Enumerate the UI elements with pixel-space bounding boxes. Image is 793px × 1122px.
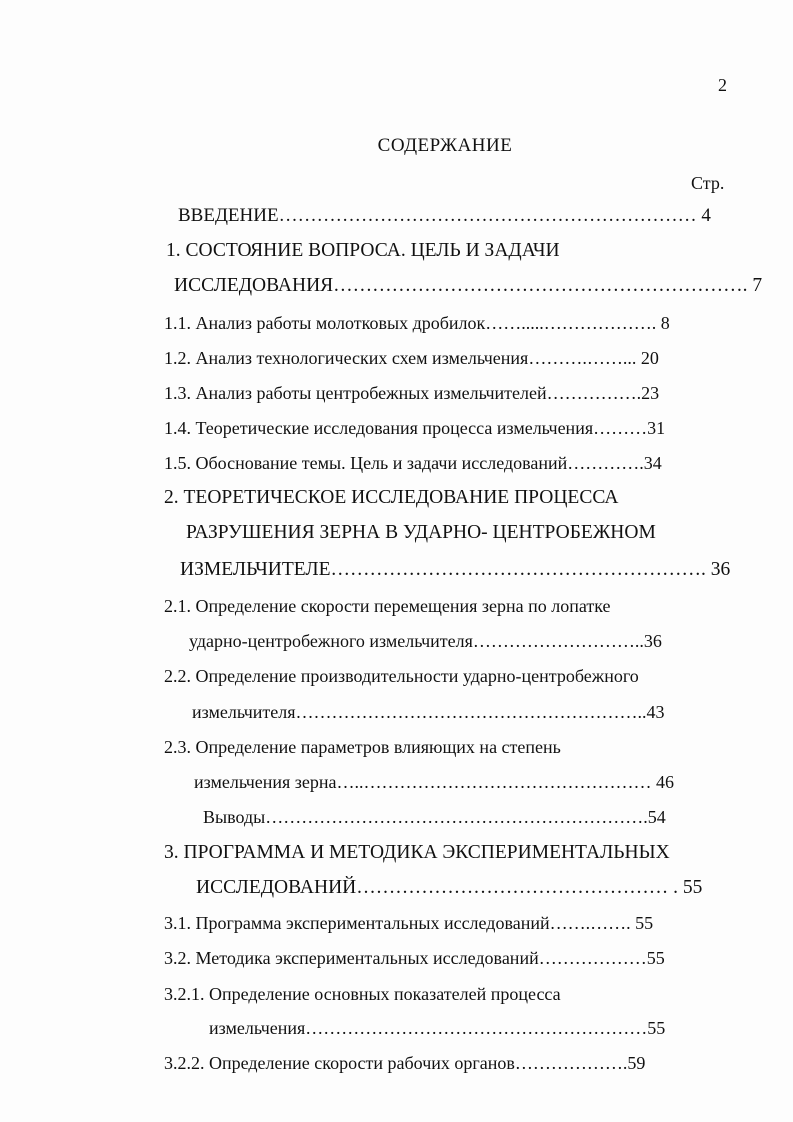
toc-entry: измельчения зерна…..………………………………………… 46 [194,772,674,792]
toc-entry: РАЗРУШЕНИЯ ЗЕРНА В УДАРНО- ЦЕНТРОБЕЖНОМ [186,522,656,543]
toc-entry: 1. СОСТОЯНИЕ ВОПРОСА. ЦЕЛЬ И ЗАДАЧИ [166,240,560,261]
toc-entry: 2.1. Определение скорости перемещения зерна по лопатке [164,596,611,616]
toc-entry: 1.2. Анализ технологических схем измельчения……….……... 20 [164,348,659,368]
page-title: СОДЕРЖАНИЕ [377,135,513,156]
toc-entry: 3.1. Программа экспериментальных исследований…….……. 55 [164,913,654,933]
toc-entry: ИССЛЕДОВАНИЯ………………………………………………………. 7 [174,275,763,296]
toc-entry: 3.2. Методика экспериментальных исследований………………55 [164,948,665,968]
toc-entry: 2.3. Определение параметров влияющих на степень [164,737,561,757]
toc-entry: 2.2. Определение производительности ударно-центробежного [164,666,639,686]
page-column-label: Стр. [691,173,725,193]
toc-entry: ударно-центробежного измельчителя………………………..36 [189,631,662,651]
toc-entry: измельчителя…………………………………………………..43 [192,702,665,722]
toc-entry: ИЗМЕЛЬЧИТЕЛЕ…………………………………………………. 36 [180,559,731,580]
toc-entry: ИССЛЕДОВАНИЙ………………………………………… . 55 [196,877,703,898]
toc-entry: ВВЕДЕНИЕ………………………………………………………… 4 [178,205,711,226]
toc-entry: 3.2.1. Определение основных показателей процесса [164,984,561,1004]
toc-entry: 3.2.2. Определение скорости рабочих органов……………….59 [164,1053,646,1073]
page-number: 2 [718,75,727,95]
toc-entry: 1.3. Анализ работы центробежных измельчителей…………….23 [164,383,660,403]
toc-entry: измельчения…………………………………………………55 [209,1018,666,1038]
toc-entry: Выводы……………………………………………………….54 [203,807,666,827]
toc-entry: 3. ПРОГРАММА И МЕТОДИКА ЭКСПЕРИМЕНТАЛЬНЫХ [164,842,670,863]
toc-entry: 1.4. Теоретические исследования процесса измельчения………31 [164,418,666,438]
toc-entry: 2. ТЕОРЕТИЧЕСКОЕ ИССЛЕДОВАНИЕ ПРОЦЕССА [164,487,619,508]
toc-entry: 1.1. Анализ работы молотковых дробилок…….....………………. 8 [164,313,670,333]
toc-entry: 1.5. Обоснование темы. Цель и задачи исследований………….34 [164,453,662,473]
